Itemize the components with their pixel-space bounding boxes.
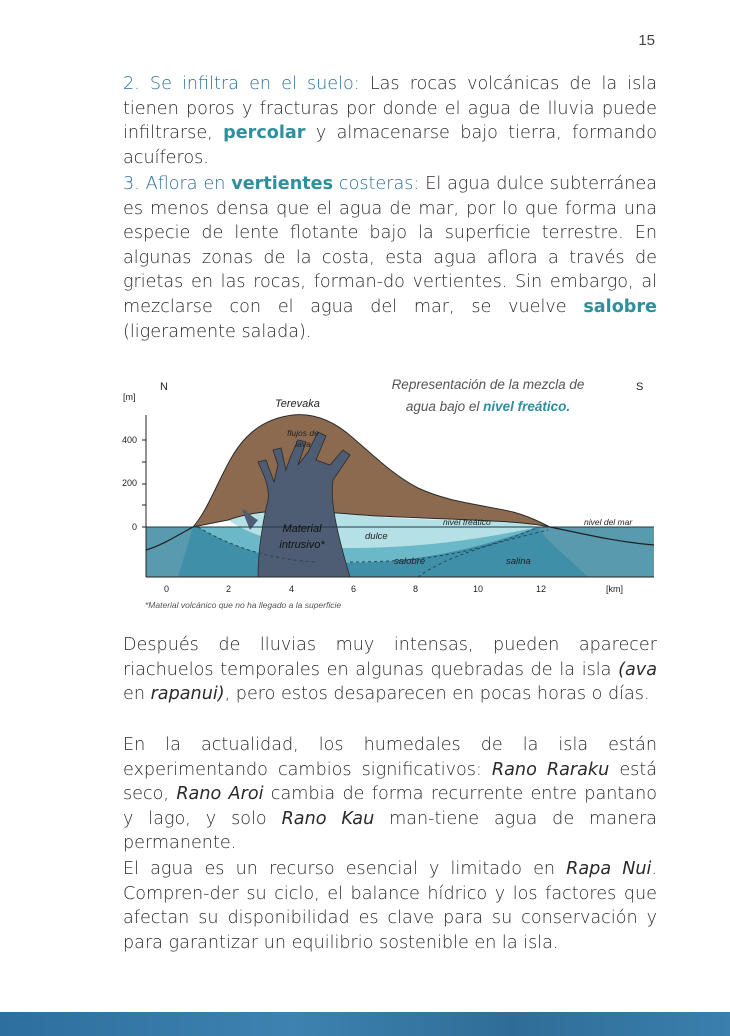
- volcanic-rock: [193, 415, 550, 527]
- section-text: (ligeramente salada).: [123, 321, 312, 342]
- y-unit-label: [m]: [123, 392, 136, 402]
- caption-part: agua bajo el: [405, 399, 484, 414]
- keyword-vertientes: vertientes: [231, 174, 334, 194]
- page-number: 15: [638, 32, 655, 49]
- paragraph-text: en: [123, 684, 151, 705]
- figure-caption-line1: Representación de la mezcla de: [391, 377, 585, 392]
- footer-band: [0, 1012, 730, 1036]
- heading-part: costeras:: [333, 174, 420, 194]
- section-text: Las rocas volcánicas de la isla tienen poros y fracturas por donde el agua de lluvia puede infiltrarse,: [123, 74, 657, 144]
- north-label: N: [160, 381, 168, 393]
- paragraph-text: . Compren-der su ciclo, el balance hídrico y los factores que afectan su disponibilidad es clave para su conservación y para garantizar un equilibrio sostenible en la isla.: [123, 859, 658, 953]
- section-springs: [123, 172, 657, 344]
- section-text: El agua dulce subterránea es menos densa que el agua de mar, por lo que forma una especie de lente flotante bajo la superficie terrestre. En algunas zonas de la costa, esta agua aflora a través de grietas en las rocas, forman-do vertientes. Sin embargo, al mezclarse con el agua del mar, se vuelve: [123, 174, 658, 317]
- paragraph-streams: [123, 633, 657, 707]
- figure-caption-line2: [406, 399, 570, 414]
- caption-keyword: nivel freático.: [483, 399, 571, 414]
- paragraph-italic: Rano Kau: [281, 808, 375, 829]
- x-tick-label: 2: [226, 584, 232, 594]
- heading-part: 3. Aflora en: [123, 174, 232, 194]
- x-tick-label: 4: [289, 584, 295, 594]
- paragraph-text: cambia de forma recurrente entre pantano y lago, y solo: [123, 784, 657, 829]
- saline-water-label: salina: [506, 556, 531, 567]
- paragraph-text: En la actualidad, los humedales de la isla están experimentando cambios significativos:: [123, 735, 657, 780]
- aquifer-cross-section-figure: [118, 370, 663, 615]
- sea-level-label: nivel del mar: [584, 517, 633, 527]
- paragraph-text: está seco,: [123, 759, 657, 805]
- x-tick-label: 12: [536, 584, 547, 594]
- y-tick-label: 400: [122, 435, 138, 445]
- brackish-water-label: salobre: [394, 556, 426, 567]
- y-ticks: [142, 440, 146, 527]
- x-tick-label: 0: [164, 584, 170, 594]
- cross-section-diagram: [118, 370, 663, 615]
- paragraph-text: Después de lluvias muy intensas, pueden aparecer riachuelos temporales en algunas quebradas de la isla: [123, 635, 657, 680]
- peak-label: Terevaka: [275, 398, 320, 410]
- lava-label-line2: lava: [295, 439, 311, 449]
- section-heading: [123, 174, 419, 194]
- paragraph-italic: rapanui): [150, 684, 225, 705]
- y-tick-label: 0: [132, 522, 138, 532]
- paragraph-text: man-tiene agua de manera permanente.: [123, 808, 657, 854]
- section-heading: 2. Se infiltra en el suelo:: [123, 74, 360, 94]
- lava-label-line1: flujos de: [287, 428, 319, 438]
- keyword-percolar: percolar: [223, 123, 306, 144]
- y-tick-label: 200: [122, 478, 138, 488]
- paragraph-italic: (ava: [618, 659, 657, 680]
- section-infiltration: [123, 72, 657, 170]
- south-label: S: [636, 381, 644, 393]
- intrusive-label-line1: Material: [282, 523, 322, 535]
- figure-footnote: *Material volcánico que no ha llegado a la superficie: [145, 600, 342, 610]
- section-text: y almacenarse bajo tierra, formando acuíferos.: [123, 123, 657, 168]
- x-tick-label: 6: [351, 584, 357, 594]
- paragraph-italic: Rano Aroi: [176, 784, 264, 805]
- water-table-label: nivel freático: [443, 517, 491, 527]
- paragraph-italic: Rano Raraku: [491, 759, 610, 780]
- paragraph-conclusion: [123, 857, 657, 955]
- keyword-salobre: salobre: [583, 296, 657, 317]
- fresh-water-label: dulce: [365, 531, 388, 542]
- x-tick-label: 10: [473, 584, 484, 594]
- x-unit-label: [km]: [606, 584, 623, 594]
- paragraph-italic: Rapa Nui: [566, 859, 652, 879]
- paragraph-text: El agua es un recurso esencial y limitado en: [123, 859, 567, 879]
- x-tick-label: 8: [413, 584, 419, 594]
- intrusive-label-line2: intrusivo*: [279, 539, 325, 551]
- paragraph-text: , pero estos desaparecen en pocas horas o días.: [224, 684, 650, 705]
- paragraph-wetlands: [123, 733, 657, 856]
